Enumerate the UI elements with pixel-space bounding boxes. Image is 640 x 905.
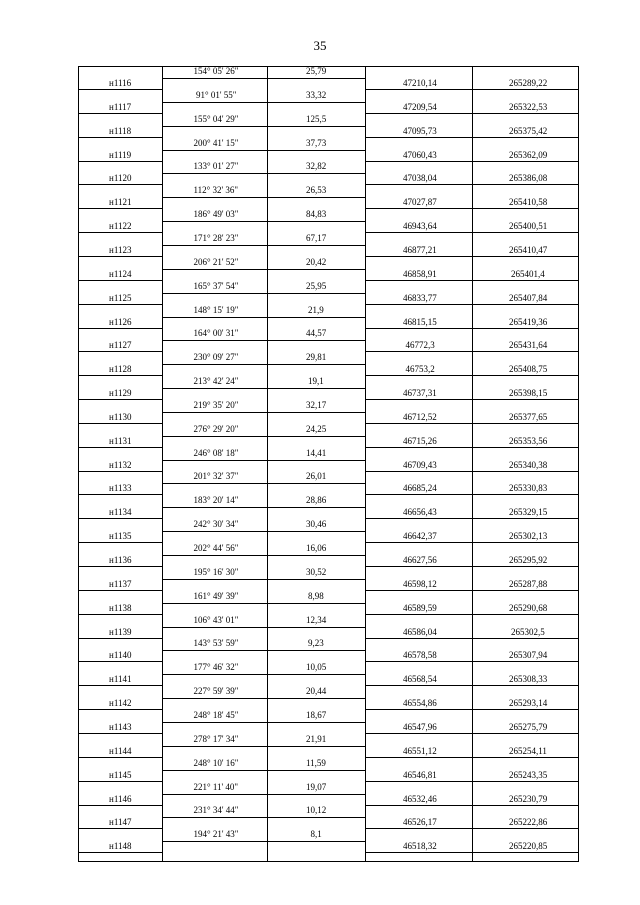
table-top-border bbox=[78, 66, 578, 67]
point-name: н1143 bbox=[109, 721, 132, 732]
point-name: н1119 bbox=[109, 149, 132, 160]
coordinate-y: 265222,86 bbox=[509, 817, 548, 828]
row-rule bbox=[365, 137, 578, 138]
point-name: н1116 bbox=[109, 78, 132, 88]
segment-length: 16,06 bbox=[306, 543, 327, 553]
point-name: н1136 bbox=[109, 555, 132, 565]
point-name: н1132 bbox=[109, 459, 132, 470]
segment-rule bbox=[162, 269, 365, 270]
row-rule bbox=[365, 566, 578, 567]
segment-rule bbox=[162, 746, 365, 747]
segment-rule bbox=[162, 770, 365, 771]
direction-angle: 230° 09' 27" bbox=[193, 352, 239, 363]
point-name: н1144 bbox=[109, 745, 132, 756]
segment-length: 9,23 bbox=[308, 638, 324, 649]
row-rule bbox=[78, 471, 162, 472]
coordinate-x: 46877,21 bbox=[403, 244, 437, 255]
coordinate-x: 46586,04 bbox=[403, 626, 437, 637]
row-rule bbox=[78, 852, 162, 853]
direction-angle: 221° 11' 40" bbox=[193, 781, 239, 792]
point-name: н1147 bbox=[109, 817, 132, 828]
row-rule bbox=[365, 494, 578, 495]
row-rule bbox=[78, 709, 162, 710]
row-rule bbox=[78, 256, 162, 257]
row-rule bbox=[365, 328, 578, 329]
row-rule bbox=[365, 351, 578, 352]
direction-angle: 164° 00' 31" bbox=[193, 328, 239, 339]
row-rule bbox=[365, 161, 578, 162]
segment-length: 26,53 bbox=[306, 185, 327, 196]
row-rule bbox=[78, 542, 162, 543]
direction-angle: 278° 17' 34" bbox=[193, 733, 239, 744]
coordinate-y: 265410,58 bbox=[509, 197, 548, 208]
coordinate-x: 47060,43 bbox=[403, 149, 437, 160]
segment-length: 20,44 bbox=[306, 686, 327, 697]
row-rule bbox=[365, 399, 578, 400]
segment-length: 21,9 bbox=[308, 304, 324, 315]
row-rule bbox=[78, 423, 162, 424]
segment-length: 67,17 bbox=[306, 232, 327, 243]
segment-length: 37,73 bbox=[306, 137, 327, 148]
row-rule bbox=[78, 638, 162, 639]
direction-angle: 183° 20' 14" bbox=[193, 495, 239, 506]
coordinate-y: 265398,15 bbox=[509, 388, 548, 399]
row-rule bbox=[365, 805, 578, 806]
coordinate-y: 265293,14 bbox=[509, 698, 548, 709]
row-rule bbox=[78, 518, 162, 519]
coordinate-x: 47027,87 bbox=[403, 197, 437, 208]
point-name: н1122 bbox=[109, 221, 132, 232]
row-rule bbox=[78, 137, 162, 138]
coordinate-x: 46737,31 bbox=[403, 388, 437, 399]
segment-length: 32,17 bbox=[306, 399, 327, 410]
coordinate-y: 265407,84 bbox=[509, 292, 548, 303]
row-rule bbox=[78, 447, 162, 448]
coordinate-x: 46815,15 bbox=[403, 316, 437, 327]
row-rule bbox=[78, 590, 162, 591]
coordinate-x: 46772,3 bbox=[405, 340, 435, 351]
segment-rule bbox=[162, 794, 365, 795]
direction-angle: 171° 28' 23" bbox=[193, 232, 239, 243]
point-name: н1140 bbox=[109, 650, 132, 661]
segment-rule bbox=[162, 317, 365, 318]
point-name: н1133 bbox=[109, 483, 132, 494]
column-border bbox=[578, 66, 579, 861]
segment-rule bbox=[162, 460, 365, 461]
row-rule bbox=[78, 351, 162, 352]
direction-angle: 154° 05' 26" bbox=[193, 66, 239, 76]
segment-rule bbox=[162, 507, 365, 508]
direction-angle: 195° 16' 30" bbox=[193, 566, 239, 577]
coordinate-x: 46858,91 bbox=[403, 268, 437, 279]
coordinate-y: 265243,35 bbox=[509, 769, 548, 780]
segment-length: 12,34 bbox=[306, 614, 327, 625]
coordinate-y: 265295,92 bbox=[509, 555, 548, 565]
segment-rule bbox=[162, 340, 365, 341]
point-name: н1134 bbox=[109, 507, 132, 518]
direction-angle: 276° 29' 20" bbox=[193, 423, 239, 434]
coordinate-x: 46642,37 bbox=[403, 531, 437, 542]
segment-length: 29,81 bbox=[306, 352, 327, 363]
coordinate-y: 265254,11 bbox=[509, 745, 547, 756]
coordinate-x: 46627,56 bbox=[403, 555, 437, 565]
row-rule bbox=[365, 280, 578, 281]
row-rule bbox=[365, 828, 578, 829]
segment-length: 25,79 bbox=[306, 66, 327, 76]
segment-rule bbox=[162, 555, 365, 556]
segment-rule bbox=[162, 221, 365, 222]
segment-length: 18,67 bbox=[306, 709, 327, 720]
direction-angle: 91° 01' 55" bbox=[196, 89, 237, 100]
point-name: н1127 bbox=[109, 340, 132, 351]
segment-rule bbox=[162, 531, 365, 532]
row-rule bbox=[78, 184, 162, 185]
point-name: н1142 bbox=[109, 698, 132, 709]
segment-rule bbox=[162, 412, 365, 413]
coordinate-y: 265307,94 bbox=[509, 650, 548, 661]
segment-rule bbox=[162, 579, 365, 580]
direction-angle: 202° 44' 56" bbox=[193, 543, 239, 553]
segment-length: 11,59 bbox=[306, 757, 326, 768]
segment-rule bbox=[162, 436, 365, 437]
direction-angle: 246° 08' 18" bbox=[193, 447, 239, 458]
coordinate-y: 265302,5 bbox=[511, 626, 545, 637]
row-rule bbox=[365, 661, 578, 662]
segment-length: 10,12 bbox=[306, 805, 327, 816]
coordinate-y: 265290,68 bbox=[509, 602, 548, 613]
direction-angle: 248° 10' 16" bbox=[193, 757, 239, 768]
coordinate-y: 265302,13 bbox=[509, 531, 548, 542]
coordinate-x: 46753,2 bbox=[405, 364, 435, 375]
segment-rule bbox=[162, 197, 365, 198]
coordinate-y: 265289,22 bbox=[509, 78, 548, 88]
row-rule bbox=[78, 661, 162, 662]
point-name: н1128 bbox=[109, 364, 132, 375]
segment-length: 33,32 bbox=[306, 89, 327, 100]
segment-length: 84,83 bbox=[306, 209, 327, 220]
row-rule bbox=[78, 399, 162, 400]
coordinate-x: 47209,54 bbox=[403, 101, 437, 112]
segment-rule bbox=[162, 173, 365, 174]
coordinate-x: 46546,81 bbox=[403, 769, 437, 780]
point-name: н1129 bbox=[109, 388, 132, 399]
point-name: н1139 bbox=[109, 626, 132, 637]
point-name: н1125 bbox=[109, 292, 132, 303]
segment-length: 44,57 bbox=[306, 328, 327, 339]
row-rule bbox=[78, 685, 162, 686]
direction-angle: 143° 53' 59" bbox=[193, 638, 239, 649]
segment-rule bbox=[162, 364, 365, 365]
direction-angle: 133° 01' 27" bbox=[193, 161, 239, 172]
direction-angle: 213° 42' 24" bbox=[193, 376, 239, 387]
row-rule bbox=[365, 757, 578, 758]
segment-rule bbox=[162, 126, 365, 127]
coordinate-x: 46715,26 bbox=[403, 435, 437, 446]
segment-rule bbox=[162, 603, 365, 604]
row-rule bbox=[78, 304, 162, 305]
point-name: н1146 bbox=[109, 793, 132, 804]
row-rule bbox=[365, 304, 578, 305]
point-name: н1118 bbox=[109, 125, 132, 136]
coordinate-x: 46656,43 bbox=[403, 507, 437, 518]
direction-angle: 148° 15' 19" bbox=[193, 304, 239, 315]
coordinate-x: 46709,43 bbox=[403, 459, 437, 470]
segment-rule bbox=[162, 78, 365, 79]
point-name: н1137 bbox=[109, 578, 132, 589]
coordinate-y: 265419,36 bbox=[509, 316, 548, 327]
segment-length: 21,91 bbox=[306, 733, 327, 744]
direction-angle: 194° 21' 43" bbox=[193, 829, 239, 840]
segment-rule bbox=[162, 674, 365, 675]
point-name: н1126 bbox=[109, 316, 132, 327]
segment-rule bbox=[162, 817, 365, 818]
coordinate-y: 265287,88 bbox=[509, 578, 548, 589]
row-rule bbox=[365, 89, 578, 90]
segment-length: 28,86 bbox=[306, 495, 327, 506]
row-rule bbox=[365, 542, 578, 543]
row-rule bbox=[365, 590, 578, 591]
coordinate-x: 46554,86 bbox=[403, 698, 437, 709]
coordinate-y: 265340,38 bbox=[509, 459, 548, 470]
direction-angle: 186° 49' 03" bbox=[193, 209, 239, 220]
segment-rule bbox=[162, 483, 365, 484]
coordinate-y: 265431,64 bbox=[509, 340, 548, 351]
coordinate-x: 47038,04 bbox=[403, 173, 437, 184]
segment-length: 14,41 bbox=[306, 447, 327, 458]
segment-rule bbox=[162, 650, 365, 651]
segment-rule bbox=[162, 388, 365, 389]
row-rule bbox=[365, 447, 578, 448]
segment-length: 20,42 bbox=[306, 256, 327, 267]
coordinate-y: 265330,83 bbox=[509, 483, 548, 494]
row-rule bbox=[365, 614, 578, 615]
segment-rule bbox=[162, 293, 365, 294]
row-rule bbox=[78, 494, 162, 495]
point-name: н1148 bbox=[109, 841, 132, 852]
direction-angle: 219° 35' 20" bbox=[193, 399, 239, 410]
segment-length: 30,52 bbox=[306, 566, 327, 577]
row-rule bbox=[78, 280, 162, 281]
segment-rule bbox=[162, 102, 365, 103]
coordinate-y: 265401,4 bbox=[511, 268, 545, 279]
point-name: н1131 bbox=[109, 435, 132, 446]
coordinate-y: 265408,75 bbox=[509, 364, 548, 375]
direction-angle: 177° 46' 32" bbox=[193, 662, 239, 673]
page-number: 35 bbox=[313, 38, 327, 53]
coordinate-y: 265275,79 bbox=[509, 721, 548, 732]
segment-rule bbox=[162, 722, 365, 723]
segment-rule bbox=[162, 150, 365, 151]
point-name: н1130 bbox=[109, 411, 132, 422]
row-rule bbox=[78, 733, 162, 734]
segment-length: 125,5 bbox=[306, 113, 327, 124]
row-rule bbox=[78, 208, 162, 209]
direction-angle: 206° 21' 52" bbox=[193, 256, 239, 267]
coordinate-x: 46833,77 bbox=[403, 292, 437, 303]
coordinate-y: 265329,15 bbox=[509, 507, 548, 518]
row-rule bbox=[365, 638, 578, 639]
row-rule bbox=[365, 423, 578, 424]
row-rule bbox=[78, 828, 162, 829]
row-rule bbox=[365, 518, 578, 519]
coordinate-y: 265400,51 bbox=[509, 221, 548, 232]
coordinate-y: 265353,56 bbox=[509, 435, 548, 446]
row-rule bbox=[365, 733, 578, 734]
row-rule bbox=[365, 184, 578, 185]
direction-angle: 227° 59' 39" bbox=[193, 686, 239, 697]
coordinate-x: 46551,12 bbox=[403, 745, 437, 756]
row-rule bbox=[78, 375, 162, 376]
coordinate-x: 46518,32 bbox=[403, 841, 437, 852]
coordinate-x: 46568,54 bbox=[403, 674, 437, 685]
point-name: н1121 bbox=[109, 197, 132, 208]
segment-length: 26,01 bbox=[306, 471, 327, 482]
row-rule bbox=[78, 757, 162, 758]
row-rule bbox=[78, 781, 162, 782]
row-rule bbox=[365, 208, 578, 209]
row-rule bbox=[78, 328, 162, 329]
point-name: н1123 bbox=[109, 244, 132, 255]
point-name: н1135 bbox=[109, 531, 132, 542]
row-rule bbox=[365, 375, 578, 376]
point-name: н1120 bbox=[109, 173, 132, 184]
coordinate-y: 265322,53 bbox=[509, 101, 548, 112]
segment-length: 25,95 bbox=[306, 280, 327, 291]
point-name: н1141 bbox=[109, 674, 132, 685]
row-rule bbox=[365, 232, 578, 233]
direction-angle: 201° 32' 37" bbox=[193, 471, 239, 482]
direction-angle: 242° 30' 34" bbox=[193, 519, 239, 530]
coordinate-x: 46578,58 bbox=[403, 650, 437, 661]
coordinate-y: 265386,08 bbox=[509, 173, 548, 184]
segment-length: 19,07 bbox=[306, 781, 327, 792]
point-name: н1124 bbox=[109, 268, 132, 279]
row-rule bbox=[78, 566, 162, 567]
column-border bbox=[267, 66, 268, 861]
coordinate-y: 265375,42 bbox=[509, 125, 548, 136]
table-bottom-border bbox=[78, 861, 579, 862]
coordinate-y: 265362,09 bbox=[509, 149, 548, 160]
coordinate-x: 46685,24 bbox=[403, 483, 437, 494]
coordinate-x: 47095,73 bbox=[403, 125, 437, 136]
coordinate-x: 46532,46 bbox=[403, 793, 437, 804]
row-rule bbox=[78, 614, 162, 615]
segment-rule bbox=[162, 245, 365, 246]
row-rule bbox=[78, 232, 162, 233]
direction-angle: 248° 18' 45" bbox=[193, 709, 239, 720]
coordinate-y: 265410,47 bbox=[509, 244, 548, 255]
row-rule bbox=[78, 89, 162, 90]
coordinate-y: 265230,79 bbox=[509, 793, 548, 804]
direction-angle: 165° 37' 54" bbox=[193, 280, 239, 291]
coordinate-x: 46589,59 bbox=[403, 602, 437, 613]
direction-angle: 155° 04' 29" bbox=[193, 113, 239, 124]
segment-length: 24,25 bbox=[306, 423, 327, 434]
segment-length: 30,46 bbox=[306, 519, 327, 530]
point-name: н1117 bbox=[109, 101, 132, 112]
coordinate-y: 265377,65 bbox=[509, 411, 548, 422]
coordinate-x: 46526,17 bbox=[403, 817, 437, 828]
row-rule bbox=[365, 685, 578, 686]
coordinate-x: 46598,12 bbox=[403, 578, 437, 589]
point-name: н1145 bbox=[109, 769, 132, 780]
segment-length: 19,1 bbox=[308, 376, 324, 387]
row-rule bbox=[365, 852, 578, 853]
coordinate-x: 46712,52 bbox=[403, 411, 437, 422]
direction-angle: 106° 43' 01" bbox=[193, 614, 239, 625]
direction-angle: 231° 34' 44" bbox=[193, 805, 239, 816]
direction-angle: 161° 49' 39" bbox=[193, 590, 239, 601]
coordinate-y: 265308,33 bbox=[509, 674, 548, 685]
row-rule bbox=[78, 805, 162, 806]
row-rule bbox=[365, 709, 578, 710]
row-rule bbox=[365, 256, 578, 257]
segment-rule bbox=[162, 841, 365, 842]
row-rule bbox=[365, 471, 578, 472]
point-name: н1138 bbox=[109, 602, 132, 613]
column-border bbox=[162, 66, 163, 861]
direction-angle: 112° 32' 36" bbox=[193, 185, 239, 196]
coordinate-x: 46943,64 bbox=[403, 221, 437, 232]
row-rule bbox=[78, 161, 162, 162]
row-rule bbox=[365, 781, 578, 782]
coordinate-y: 265220,85 bbox=[509, 841, 548, 852]
segment-length: 32,82 bbox=[306, 161, 327, 172]
segment-length: 8,1 bbox=[310, 829, 322, 840]
segment-rule bbox=[162, 698, 365, 699]
row-rule bbox=[365, 113, 578, 114]
row-rule bbox=[78, 113, 162, 114]
coordinate-x: 46547,96 bbox=[403, 721, 437, 732]
direction-angle: 200° 41' 15" bbox=[193, 137, 239, 148]
coordinate-x: 47210,14 bbox=[403, 78, 437, 88]
segment-rule bbox=[162, 627, 365, 628]
segment-length: 8,98 bbox=[308, 590, 324, 601]
segment-length: 10,05 bbox=[306, 662, 327, 673]
